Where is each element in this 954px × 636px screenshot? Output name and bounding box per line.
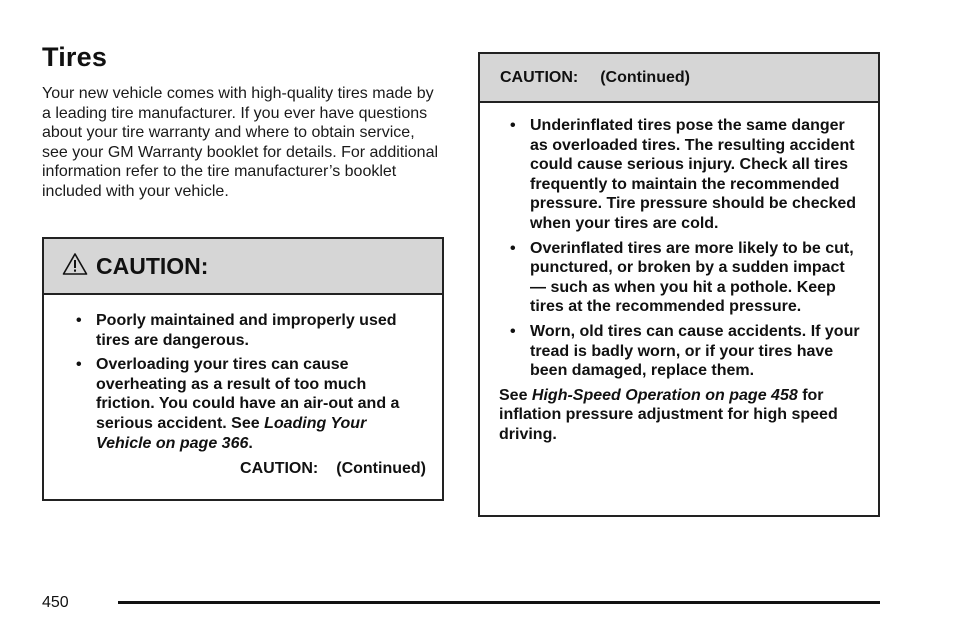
see-reference xyxy=(499,386,862,445)
list-item: • Overinflated tires are more likely to be cut, punctured, or broken by a sudden impact — such as when you hit a pothole. Keep tires at the recommended pressure. xyxy=(510,239,862,317)
continued-heading-label: CAUTION: xyxy=(500,68,579,86)
bullet-end: . xyxy=(248,434,253,452)
continued-note xyxy=(76,459,426,478)
list-item: • Underinflated tires pose the same danger as overloaded tires. The resulting accident could cause serious injury. Check all tires frequently to maintain the recommended pressure. Tire pressure should be checked when your tires are cold. xyxy=(510,116,862,234)
caution-bullet-list xyxy=(76,311,426,453)
cross-reference-link[interactable]: High-Speed Operation on page 458 xyxy=(531,386,798,404)
see-prefix: See xyxy=(499,386,532,404)
warning-triangle-icon xyxy=(62,252,88,276)
caution-continued-header xyxy=(480,54,878,103)
caution-box xyxy=(42,237,444,501)
footer-rule xyxy=(118,601,880,604)
list-item: • Worn, old tires can cause accidents. If your tread is badly worn, or if your tires have been damaged, replace them. xyxy=(510,322,862,381)
caution-continued-box xyxy=(478,52,880,517)
caution-heading: CAUTION: xyxy=(96,252,209,279)
caution-header xyxy=(44,239,442,295)
list-item xyxy=(76,355,426,453)
intro-paragraph: Your new vehicle comes with high-quality tires made by a leading tire manufacturer. If you ever have questions about your tire warranty and where to obtain service, see your GM Warranty booklet for details. For additional information refer to the tire manufacturer’s booklet included with your vehicle. xyxy=(42,85,439,200)
list-item: • Poorly maintained and improperly used tires are dangerous. xyxy=(76,311,426,350)
cross-reference-link[interactable]: Loading Your Vehicle on page 366 xyxy=(96,414,367,452)
continued-heading-marker: (Continued) xyxy=(600,68,690,86)
continued-marker: (Continued) xyxy=(336,460,426,478)
page-title: Tires xyxy=(42,42,108,72)
continued-label: CAUTION: xyxy=(240,460,319,478)
bullet-text: Overloading your tires can cause overheating as a result of too much friction. You could have an air-out and a serious accident. See xyxy=(96,356,400,432)
continued-bullet-list xyxy=(510,116,862,381)
see-suffix: for inflation pressure adjustment for high speed driving. xyxy=(499,386,838,443)
page-number: 450 xyxy=(42,594,69,611)
